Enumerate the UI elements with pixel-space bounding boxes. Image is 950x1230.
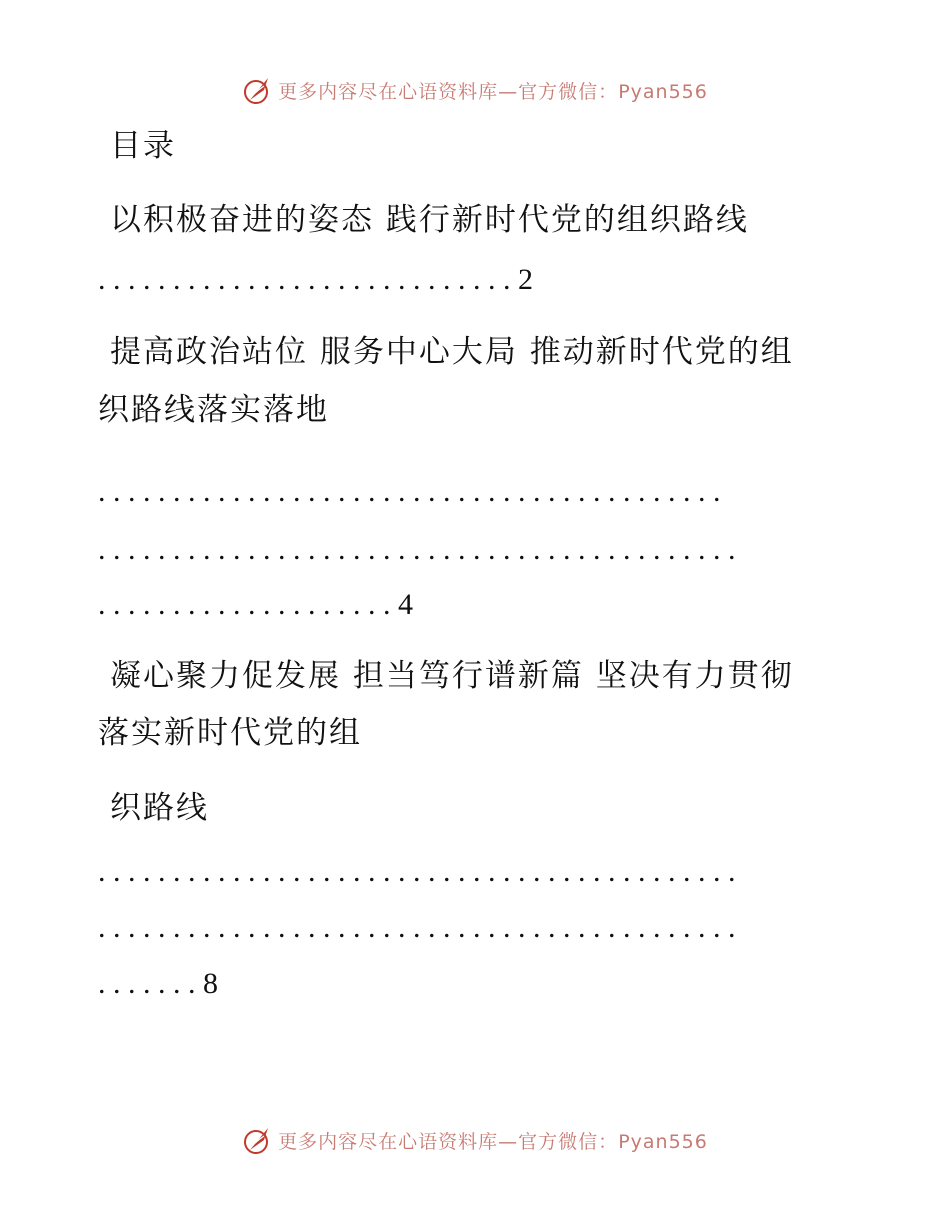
watermark-text	[278, 1127, 708, 1154]
footer-watermark	[0, 1120, 950, 1160]
toc-entry-1-title-line-1[interactable]: 以积极奋进的姿态 践行新时代党的组织路线	[110, 202, 749, 238]
toc-entry-2-leader-line-1[interactable]: . . . . . . . . . . . . . . . . . . . . . . . . . . . . . . . . . . . . . . . . . .	[98, 475, 721, 508]
toc-entry-3-leader-line-2[interactable]: . . . . . . . . . . . . . . . . . . . . . . . . . . . . . . . . . . . . . . . . . . .	[98, 911, 736, 944]
header-watermark	[0, 70, 950, 110]
toc-heading: 目录	[110, 128, 176, 164]
watermark-wechat-id: Pyan556	[618, 80, 708, 103]
quill-logo-icon	[242, 74, 274, 106]
watermark-dash: —	[498, 80, 519, 103]
toc-entry-2-leader-line-3[interactable]: . . . . . . . . . . . . . . . . . . . . 4	[98, 588, 413, 621]
watermark-site-text: 更多内容尽在心语资料库	[278, 1130, 499, 1153]
toc-entry-3-title-line-1[interactable]: 凝心聚力促发展 担当笃行谱新篇 坚决有力贯彻	[110, 658, 794, 694]
toc-entry-3-leader-line-1[interactable]: . . . . . . . . . . . . . . . . . . . . . . . . . . . . . . . . . . . . . . . . . . .	[98, 855, 736, 888]
toc-entry-3-title-line-2[interactable]: 落实新时代党的组	[98, 715, 362, 751]
watermark-text	[278, 77, 708, 104]
toc-entry-3-leader-line-3[interactable]: . . . . . . . 8	[98, 967, 218, 1000]
toc-entry-2-title-line-2[interactable]: 织路线落实落地	[98, 392, 329, 428]
watermark-wechat-id: Pyan556	[618, 1130, 708, 1153]
watermark-dash: —	[498, 1130, 519, 1153]
toc-entry-2-leader-line-2[interactable]: . . . . . . . . . . . . . . . . . . . . . . . . . . . . . . . . . . . . . . . . . . .	[98, 533, 736, 566]
watermark-wechat-label: 官方微信：	[518, 1130, 619, 1153]
toc-entry-2-title-line-1[interactable]: 提高政治站位 服务中心大局 推动新时代党的组	[110, 334, 794, 370]
quill-logo-icon	[242, 1124, 274, 1156]
toc-entry-1-leader-line-1[interactable]: . . . . . . . . . . . . . . . . . . . . . . . . . . . . 2	[98, 263, 533, 296]
watermark-site-text: 更多内容尽在心语资料库	[278, 80, 499, 103]
toc-entry-3-title-line-3[interactable]: 织路线	[110, 790, 209, 826]
watermark-wechat-label: 官方微信：	[518, 80, 619, 103]
